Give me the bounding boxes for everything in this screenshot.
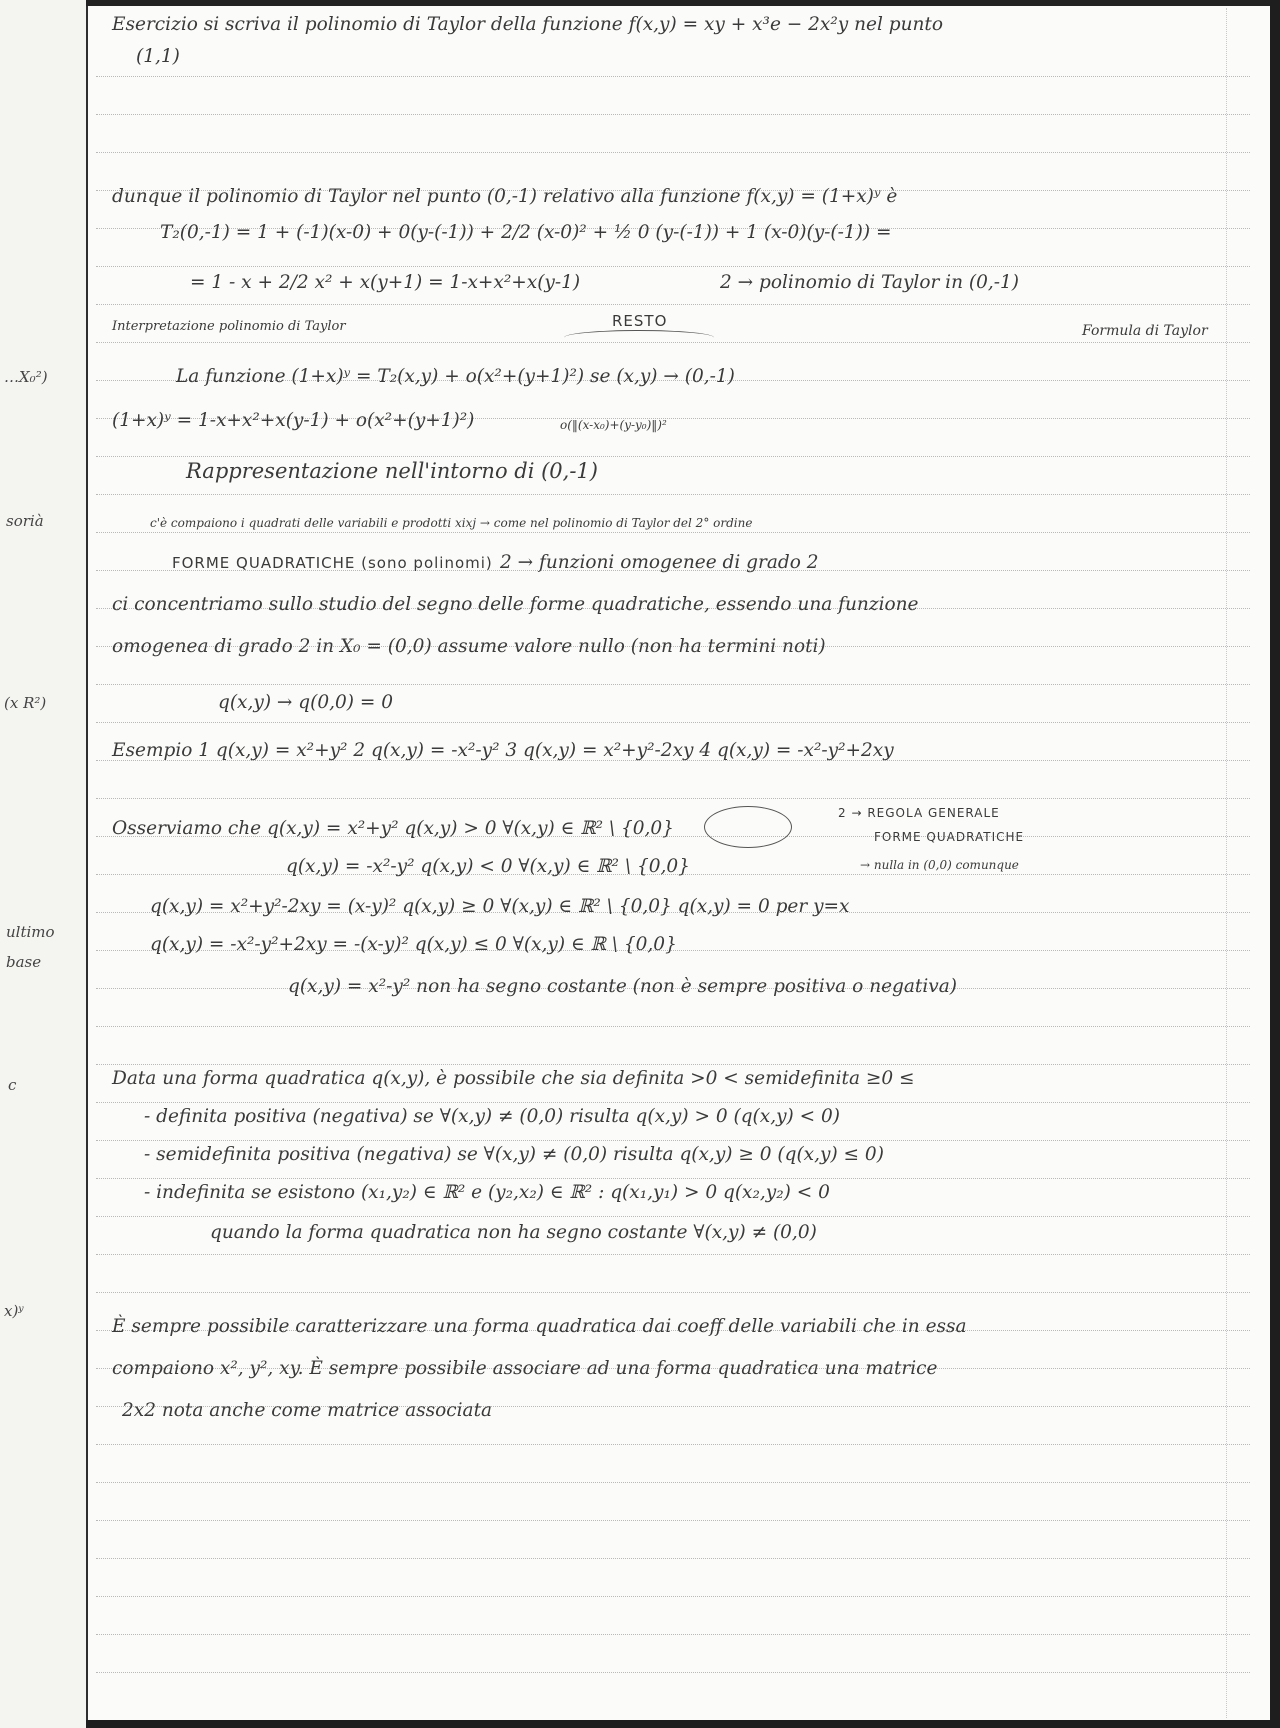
- grid-line: [96, 1064, 1250, 1065]
- margin-fragment-2: sorià: [6, 512, 44, 530]
- forme-quadratiche-label: FORME QUADRATICHE: [874, 830, 1025, 844]
- data-line2: - definita positiva (negativa) se ∀(x,y) ≠ (0,0) risulta q(x,y) > 0 (q(x,y) < 0): [144, 1106, 841, 1127]
- zero-circle: [704, 806, 792, 848]
- taylor-line6: Rappresentazione nell'intorno di (0,-1): [186, 459, 598, 483]
- grid-line: [96, 722, 1250, 723]
- osserv-line5: q(x,y) = x²-y² non ha segno costante (non è sempre positiva o negativa): [288, 976, 957, 997]
- grid-line: [96, 1482, 1250, 1483]
- osserv-line4: q(x,y) = -x²-y²+2xy = -(x-y)² q(x,y) ≤ 0 ∀(x,y) ∈ ℝ \ {0,0}: [150, 934, 677, 955]
- sempre-line2: compaiono x², y², xy. È sempre possibile associare ad una forma quadratica una matrice: [112, 1358, 938, 1379]
- forme-line2: omogenea di grado 2 in X₀ = (0,0) assume valore nullo (non ha termini noti): [112, 636, 826, 657]
- grid-line: [96, 114, 1250, 115]
- grid-line: [96, 1102, 1250, 1103]
- data-line1: Data una forma quadratica q(x,y), è possibile che sia definita >0 < semidefinita ≥0 ≤: [112, 1068, 915, 1089]
- left-margin-strip: [0, 0, 88, 1728]
- grid-line: [96, 76, 1250, 77]
- osserv-line3: q(x,y) = x²+y²-2xy = (x-y)² q(x,y) ≥ 0 ∀(x,y) ∈ ℝ² \ {0,0} q(x,y) = 0 per y=x: [150, 896, 850, 917]
- top-edge: [86, 0, 1270, 6]
- resto-brace: [564, 330, 714, 345]
- forme-note: c'è compaiono i quadrati delle variabili e prodotti xixj → come nel polinomio di Taylor del 2° ordine: [150, 516, 753, 530]
- grid-line: [96, 1254, 1250, 1255]
- grid-vertical-line: [1226, 8, 1227, 1718]
- margin-fragment-4: ultimo: [6, 923, 55, 941]
- data-line4: - indefinita se esistono (x₁,y₂) ∈ ℝ² e (y₂,x₂) ∈ ℝ² : q(x₁,y₁) > 0 q(x₂,y₂) < 0: [144, 1182, 830, 1203]
- regola-generale: 2 → REGOLA GENERALE: [838, 806, 1000, 820]
- taylor-line2: T₂(0,-1) = 1 + (-1)(x-0) + 0(y-(-1)) + 2/2 (x-0)² + ½ 0 (y-(-1)) + 1 (x-0)(y-(-1)) =: [160, 222, 892, 243]
- resto-label: RESTO: [612, 312, 668, 330]
- taylor-line3-arrow: 2 → polinomio di Taylor in (0,-1): [720, 272, 1019, 293]
- grid-line: [96, 494, 1250, 495]
- data-line3: - semidefinita positiva (negativa) se ∀(x,y) ≠ (0,0) risulta q(x,y) ≥ 0 (q(x,y) ≤ 0): [144, 1144, 884, 1165]
- margin-fragment-5: base: [6, 953, 42, 971]
- sempre-line1: È sempre possibile caratterizzare una forma quadratica dai coeff delle variabili che in essa: [112, 1316, 967, 1337]
- grid-line: [96, 1520, 1250, 1521]
- taylor-interpretation: Interpretazione polinomio di Taylor: [112, 319, 346, 334]
- grid-line: [96, 1558, 1250, 1559]
- grid-line: [96, 1634, 1250, 1635]
- taylor-line1: dunque il polinomio di Taylor nel punto (0,-1) relativo alla funzione f(x,y) = (1+x)ʸ è: [112, 186, 898, 207]
- right-edge: [1270, 0, 1280, 1728]
- sempre-line3: 2x2 nota anche come matrice associata: [122, 1400, 493, 1421]
- formula-di-taylor-label: Formula di Taylor: [1082, 323, 1208, 339]
- nulla-note: → nulla in (0,0) comunque: [860, 858, 1019, 872]
- grid-line: [96, 1026, 1250, 1027]
- grid-line: [96, 1672, 1250, 1673]
- forme-line1: ci concentriamo sullo studio del segno delle forme quadratiche, essendo una funzione: [112, 594, 919, 615]
- margin-fragment-7: x)ʸ: [4, 1302, 24, 1320]
- grid-line: [96, 304, 1250, 305]
- margin-fragment-3: (x R²): [4, 694, 47, 712]
- osserv-line1: Osserviamo che q(x,y) = x²+y² q(x,y) > 0 ∀(x,y) ∈ ℝ² \ {0,0}: [112, 818, 674, 839]
- grid-line: [96, 266, 1250, 267]
- grid-line: [96, 1140, 1250, 1141]
- margin-fragment-6: c: [8, 1076, 17, 1094]
- bottom-edge: [86, 1720, 1280, 1728]
- forme-title-arrow: 2 → funzioni omogenee di grado 2: [500, 552, 819, 573]
- margin-fragment-1: …X₀²): [4, 368, 48, 386]
- taylor-line5-note: o(‖(x-x₀)+(y-y₀)‖)²: [560, 418, 667, 432]
- exercise-header-line2: (1,1): [136, 46, 180, 67]
- grid-line: [96, 798, 1250, 799]
- grid-line: [96, 1444, 1250, 1445]
- grid-line: [96, 1292, 1250, 1293]
- taylor-line3: = 1 - x + 2/2 x² + x(y+1) = 1-x+x²+x(y-1): [190, 272, 581, 293]
- forme-esempio: Esempio 1 q(x,y) = x²+y² 2 q(x,y) = -x²-y² 3 q(x,y) = x²+y²-2xy 4 q(x,y) = -x²-y²+2xy: [112, 740, 894, 761]
- grid-line: [96, 684, 1250, 685]
- exercise-header-line1: Esercizio si scriva il polinomio di Taylor della funzione f(x,y) = xy + x³e − 2x²y nel punto: [112, 14, 944, 35]
- grid-line: [96, 456, 1250, 457]
- grid-line: [96, 1216, 1250, 1217]
- taylor-line4: La funzione (1+x)ʸ = T₂(x,y) + o(x²+(y+1)²) se (x,y) → (0,-1): [176, 366, 735, 387]
- forme-title: FORME QUADRATICHE (sono polinomi): [172, 554, 493, 572]
- data-line5: quando la forma quadratica non ha segno costante ∀(x,y) ≠ (0,0): [210, 1222, 817, 1243]
- grid-line: [96, 152, 1250, 153]
- grid-line: [96, 1596, 1250, 1597]
- osserv-line2: q(x,y) = -x²-y² q(x,y) < 0 ∀(x,y) ∈ ℝ² \ {0,0}: [286, 856, 690, 877]
- forme-line3: q(x,y) → q(0,0) = 0: [218, 692, 394, 713]
- grid-line: [96, 1178, 1250, 1179]
- taylor-line5: (1+x)ʸ = 1-x+x²+x(y-1) + o(x²+(y+1)²): [112, 410, 475, 431]
